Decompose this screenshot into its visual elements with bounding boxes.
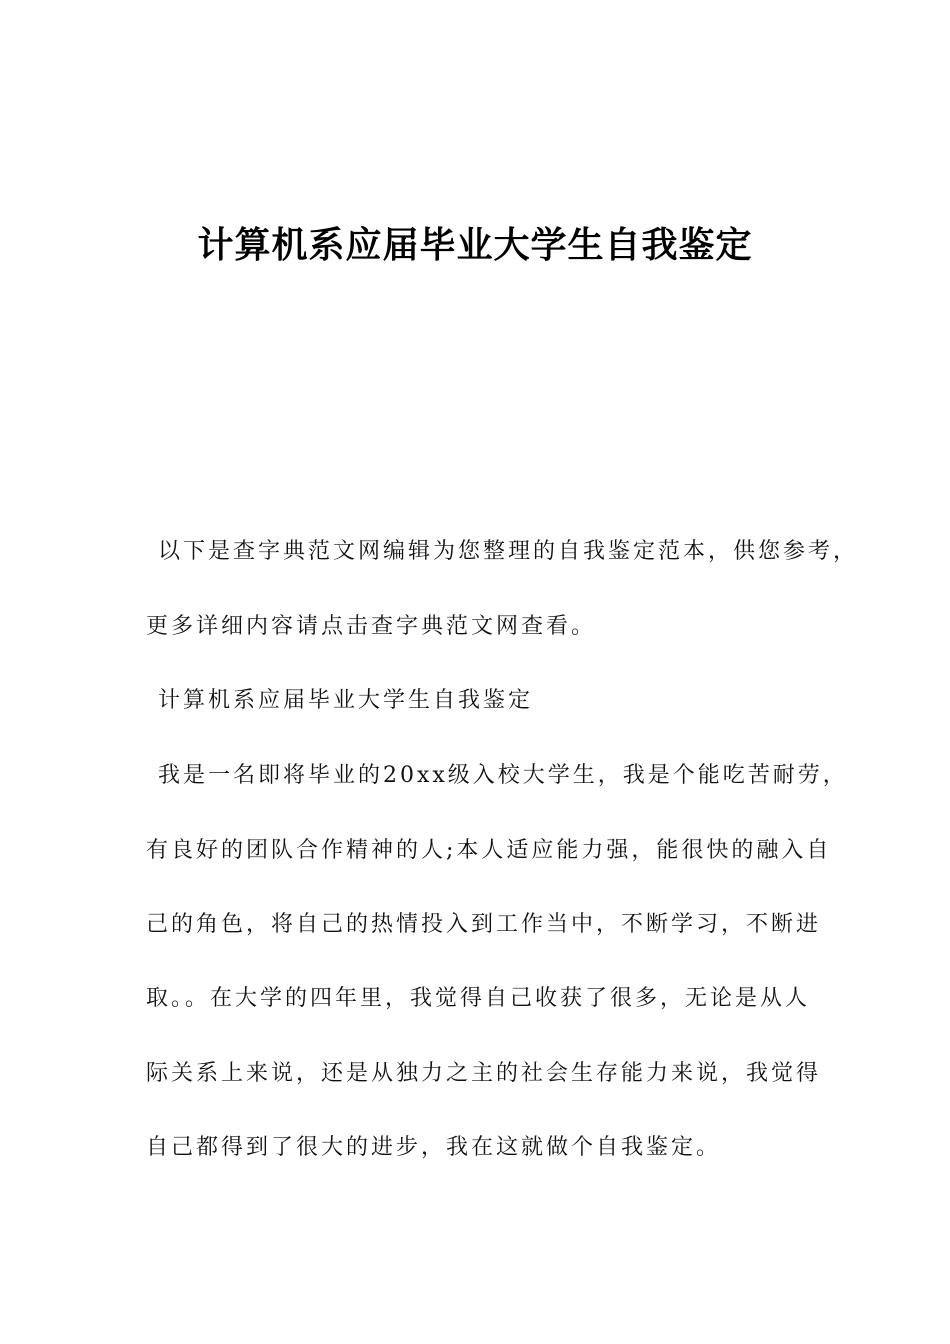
section-heading: 计算机系应届毕业大学生自我鉴定 bbox=[158, 688, 534, 713]
body-line: 己的角色，将自己的热情投入到工作当中，不断学习，不断进 bbox=[146, 912, 822, 937]
body-line: 自己都得到了很大的进步，我在这就做个自我鉴定。 bbox=[146, 1135, 722, 1160]
body-line: 取。。在大学的四年里，我觉得自己收获了很多，无论是从人 bbox=[146, 986, 811, 1011]
document-title: 计算机系应届毕业大学生自我鉴定 bbox=[197, 225, 753, 266]
body-line: 更多详细内容请点击查字典范文网查看。 bbox=[146, 614, 597, 639]
body-line: 以下是查字典范文网编辑为您整理的自我鉴定范本，供您参考， bbox=[158, 539, 859, 564]
body-line: 我是一名即将毕业的20xx级入校大学生，我是个能吃苦耐劳， bbox=[158, 763, 848, 788]
body-line: 际关系上来说，还是从独力之主的社会生存能力来说，我觉得 bbox=[146, 1061, 822, 1086]
body-line: 有良好的团队合作精神的人;本人适应能力强，能很快的融入自 bbox=[146, 838, 832, 863]
